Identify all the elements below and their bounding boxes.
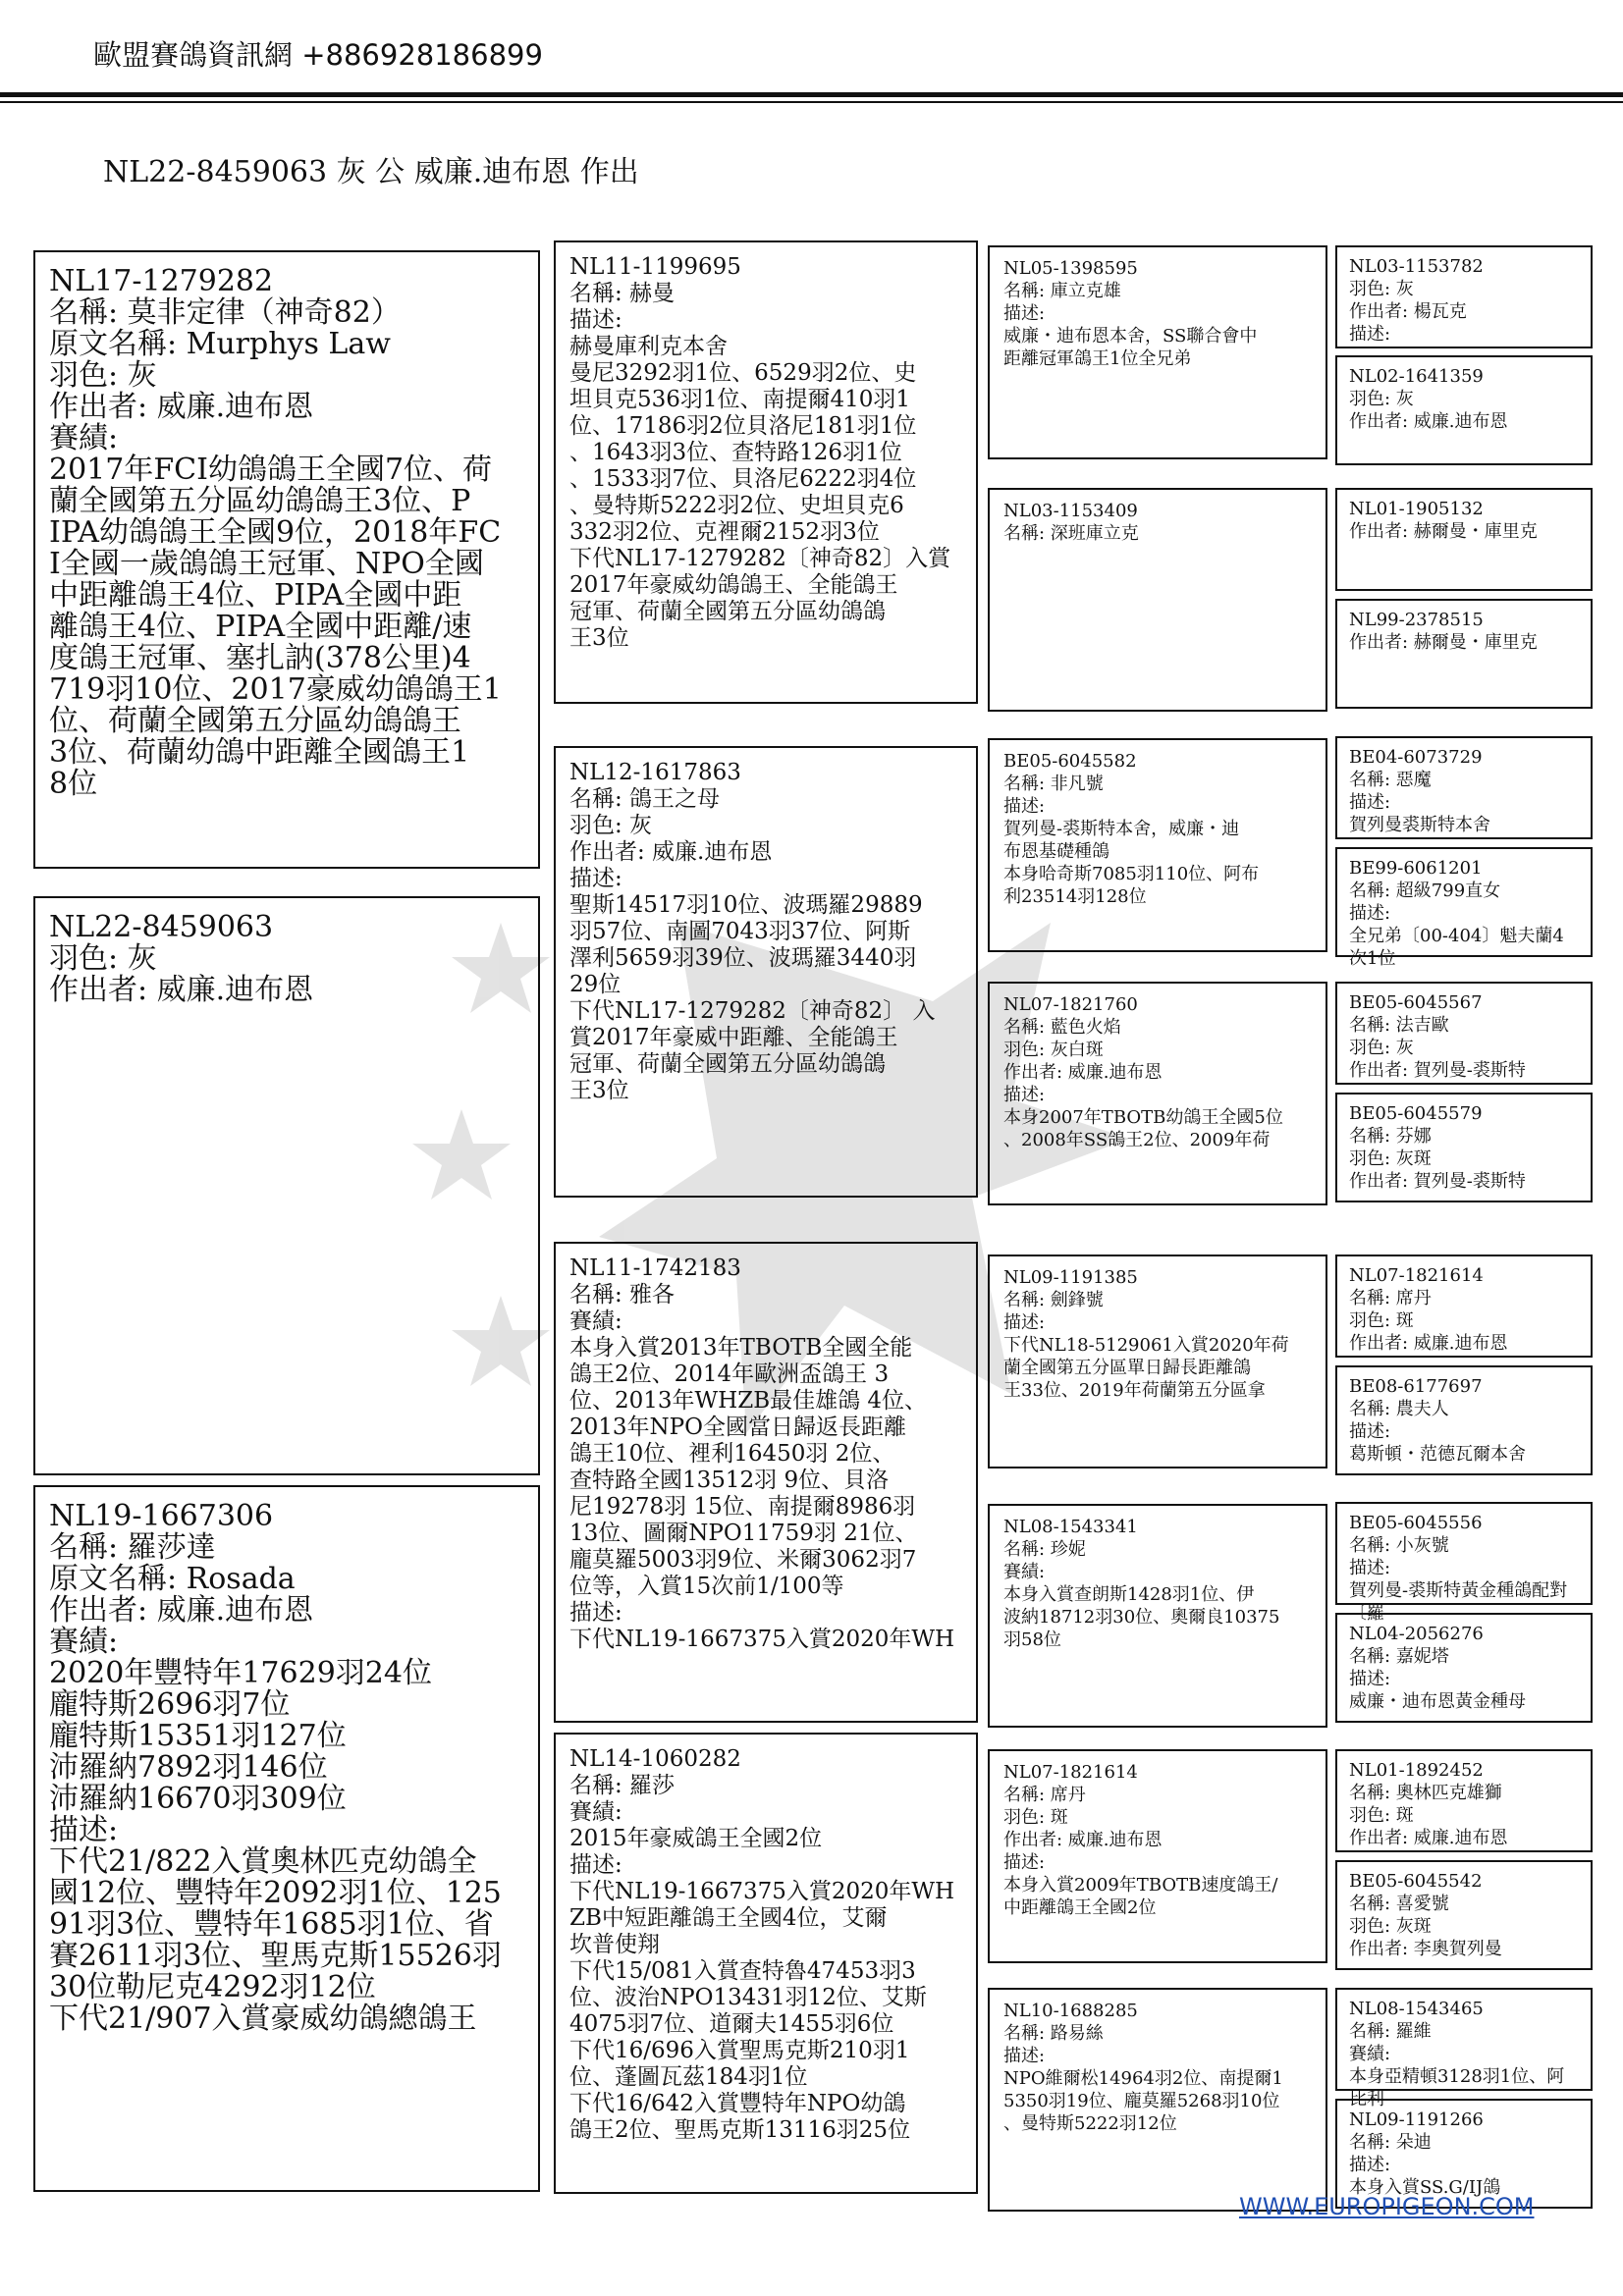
gen4-box xyxy=(1335,1860,1593,1970)
pedigree-line: 鴿王10位、裡利16450羽 2位、 xyxy=(569,1441,895,1467)
website-link[interactable]: WWW.EUROPIGEON.COM xyxy=(1239,2193,1535,2220)
pedigree-line: 名稱: 小灰號 xyxy=(1349,1535,1449,1556)
site-header: 歐盟賽鴿資訊網 +886928186899 xyxy=(93,38,543,72)
gen4-box xyxy=(1335,1749,1593,1852)
header-rule-thin xyxy=(0,101,1623,103)
pedigree-line: 2015年豪威鴿王全國2位 xyxy=(569,1826,823,1851)
pedigree-line: 位等，入賞15次前1/100等 xyxy=(569,1574,844,1599)
ring-number: NL01-1892452 xyxy=(1349,1760,1484,1781)
gen4-box xyxy=(1335,488,1593,591)
pedigree-line: 下代NL17-1279282〔神奇82〕 入 xyxy=(569,998,936,1024)
pedigree-line: 本身2007年TBOTB幼鴿王全國5位 xyxy=(1003,1107,1283,1128)
ring-number: NL01-1905132 xyxy=(1349,499,1484,519)
pedigree-line: 描述: xyxy=(1003,1312,1046,1333)
pedigree-line: 本身哈奇斯7085羽110位、阿布 xyxy=(1003,864,1260,884)
pedigree-line: 羽色: 斑 xyxy=(1349,1805,1414,1826)
pedigree-line: 下代NL18-5129061入賞2020年荷 xyxy=(1003,1335,1289,1356)
pedigree-line: 距離冠軍鴿王1位全兄弟 xyxy=(1003,348,1192,369)
gen4-box xyxy=(1335,1365,1593,1475)
pedigree-line: 冠軍、荷蘭全國第五分區幼鴿鴿 xyxy=(569,599,886,624)
pedigree-line: 、1533羽7位、貝洛尼6222羽4位 xyxy=(569,466,917,492)
ring-number: NL08-1543341 xyxy=(1003,1517,1138,1537)
pedigree-line: 羽色: 斑 xyxy=(1349,1310,1414,1331)
pedigree-line: 賽績: xyxy=(569,1308,622,1334)
pedigree-line: 本身入賞SS.G/IJ鴿 xyxy=(1349,2177,1501,2198)
ring-number: NL04-2056276 xyxy=(1349,1624,1484,1644)
pedigree-line: 蘭全國第五分區幼鴿鴿王3位、P xyxy=(49,484,471,518)
pedigree-line: 作出者: 威廉.迪布恩 xyxy=(1349,1828,1508,1848)
pedigree-line: 賽績: xyxy=(1003,1562,1046,1582)
dam-box xyxy=(33,1485,540,2192)
pedigree-line: 坦貝克536羽1位、南提爾410羽1 xyxy=(569,387,911,412)
pedigree-line: 作出者: 賀列曼-裘斯特 xyxy=(1349,1060,1526,1081)
pedigree-line: 作出者: 赫爾曼・庫里克 xyxy=(1349,632,1538,653)
pedigree-line: 布恩基礎種鴿 xyxy=(1003,841,1109,862)
gen3-box xyxy=(988,488,1327,712)
pedigree-line: 描述: xyxy=(1349,1558,1391,1578)
pedigree-line: 作出者: 威廉.迪布恩 xyxy=(569,839,773,865)
pedigree-line: 沛羅納7892羽146位 xyxy=(49,1750,328,1785)
ring-number: NL22-8459063 xyxy=(49,910,274,944)
gen4-box xyxy=(1335,599,1593,709)
gen3-box xyxy=(988,738,1327,952)
pedigree-line: 位、17186羽2位貝洛尼181羽1位 xyxy=(569,413,917,439)
pedigree-line: 描述: xyxy=(1349,324,1391,345)
pedigree-line: ZB中短距離鴿王全國4位，艾爾 xyxy=(569,1905,888,1931)
pedigree-line: 名稱: 芬娜 xyxy=(1349,1126,1432,1147)
ring-number: NL07-1821614 xyxy=(1003,1762,1138,1783)
pedigree-line: 名稱: 惡魔 xyxy=(1349,770,1432,790)
pedigree-line: 利23514羽128位 xyxy=(1003,886,1147,907)
sire-sire-box xyxy=(554,240,978,704)
pedigree-line: 91羽3位、豐特年1685羽1位、省 xyxy=(49,1907,494,1942)
ring-number: NL17-1279282 xyxy=(49,264,274,298)
pedigree-line: 作出者: 李奧賀列曼 xyxy=(1349,1939,1502,1959)
pedigree-line: 羽色: 灰 xyxy=(49,941,157,976)
gen4-box xyxy=(1335,1502,1593,1624)
pedigree-line: 、曼特斯5222羽2位、史坦貝克6 xyxy=(569,493,904,518)
pedigree-line: 2017年FCI幼鴿鴿王全國7位、荷 xyxy=(49,453,493,487)
pedigree-line: 3位、荷蘭幼鴿中距離全國鴿王1 xyxy=(49,735,470,770)
ring-number: NL14-1060282 xyxy=(569,1746,741,1772)
pedigree-line: 描述: xyxy=(569,1852,622,1878)
pedigree-line: 描述: xyxy=(1349,1669,1391,1689)
pedigree-line: 下代NL19-1667375入賞2020年WH xyxy=(569,1879,955,1904)
subject-box xyxy=(33,896,540,1475)
pedigree-line: 沛羅納16670羽309位 xyxy=(49,1782,347,1816)
pedigree-line: NPO維爾松14964羽2位、南提爾1 xyxy=(1003,2068,1283,2089)
sire-dam-box xyxy=(554,746,978,1198)
pedigree-line: 名稱: 珍妮 xyxy=(1003,1539,1086,1560)
pedigree-line: 描述: xyxy=(1003,303,1046,324)
pedigree-line: 王33位、2019年荷蘭第五分區拿 xyxy=(1003,1380,1266,1401)
pedigree-line: 羽色: 斑 xyxy=(1003,1807,1068,1828)
pedigree-line: 原文名稱: Murphys Law xyxy=(49,327,391,361)
pedigree-line: 下代16/696入賞聖馬克斯210羽1 xyxy=(569,2038,910,2063)
pedigree-line: 332羽2位、克裡爾2152羽3位 xyxy=(569,519,880,545)
pedigree-line: 名稱: 非凡號 xyxy=(1003,774,1104,794)
pedigree-line: 名稱: 赫曼 xyxy=(569,281,676,306)
pedigree-line: 、1643羽3位、查特路126羽1位 xyxy=(569,440,902,465)
pedigree-line: 描述: xyxy=(1349,1421,1391,1442)
sire-box xyxy=(33,250,540,869)
pedigree-line: 描述: xyxy=(569,866,622,891)
pedigree-line: 冠軍、荷蘭全國第五分區幼鴿鴿 xyxy=(569,1051,886,1077)
pedigree-line: 本身入賞2009年TBOTB速度鴿王/ xyxy=(1003,1875,1278,1896)
ring-number: NL05-1398595 xyxy=(1003,258,1138,279)
pedigree-line: 描述: xyxy=(1003,1852,1046,1873)
pedigree-line: 羽色: 灰 xyxy=(569,813,653,838)
pedigree-line: 龐特斯2696羽7位 xyxy=(49,1687,291,1722)
gen4-box xyxy=(1335,982,1593,1085)
ring-number: NL12-1617863 xyxy=(569,760,741,785)
pedigree-line: 作出者: 威廉.迪布恩 xyxy=(1003,1830,1163,1850)
pedigree-line: 羽色: 灰白斑 xyxy=(1003,1040,1104,1060)
pedigree-line: IPA幼鴿鴿王全國9位，2018年FC xyxy=(49,515,502,550)
pedigree-line: 賀列曼-裘斯特黃金種鴿配對〔羅 xyxy=(1349,1580,1568,1624)
pedigree-line: 羽色: 灰 xyxy=(49,358,157,393)
pedigree-line: 30位勒尼克4292羽12位 xyxy=(49,1970,376,2004)
pedigree-line: 、曼特斯5222羽12位 xyxy=(1003,2113,1177,2134)
ring-number: NL02-1641359 xyxy=(1349,366,1484,387)
pedigree-line: 羽色: 灰 xyxy=(1349,1038,1414,1058)
gen3-box xyxy=(988,1988,1327,2212)
gen3-box xyxy=(988,245,1327,459)
pedigree-line: 下代21/907入賞豪威幼鴿總鴿王 xyxy=(49,2002,477,2036)
pedigree-line: 鴿王2位、2014年歐洲盃鴿王 3 xyxy=(569,1362,890,1387)
pedigree-line: 下代NL17-1279282〔神奇82〕入賞 xyxy=(569,546,951,571)
pedigree-line: 名稱: 鴿王之母 xyxy=(569,786,721,812)
pedigree-line: 描述: xyxy=(1349,2155,1391,2175)
pedigree-line: 查特路全國13512羽 9位、貝洛 xyxy=(569,1468,890,1493)
ring-number: BE05-6045542 xyxy=(1349,1871,1483,1892)
pedigree-line: 位、荷蘭全國第五分區幼鴿鴿王 xyxy=(49,704,461,738)
pedigree-line: 王3位 xyxy=(569,625,629,651)
pedigree-line: 尼19278羽 15位、南提爾8986羽 xyxy=(569,1494,916,1520)
ring-number: BE05-6045567 xyxy=(1349,992,1483,1013)
pedigree-line: 鴿王2位、聖馬克斯13116羽25位 xyxy=(569,2117,911,2143)
pedigree-line: 坎普使翔 xyxy=(569,1932,660,1957)
pedigree-line: 原文名稱: Rosada xyxy=(49,1562,296,1596)
pedigree-line: 5350羽19位、龐莫羅5268羽10位 xyxy=(1003,2091,1280,2111)
ring-number: NL10-1688285 xyxy=(1003,2001,1138,2021)
pedigree-line: 威廉・迪布恩本舍，SS聯合會中 xyxy=(1003,326,1258,347)
gen4-box xyxy=(1335,1255,1593,1358)
pedigree-line: 描述: xyxy=(49,1813,119,1847)
pedigree-line: 羽色: 灰 xyxy=(1349,279,1414,299)
pedigree-line: 賽績: xyxy=(1349,2044,1391,2064)
pedigree-line: 名稱: 路易絲 xyxy=(1003,2023,1104,2044)
ring-number: BE08-6177697 xyxy=(1349,1376,1483,1397)
gen4-box xyxy=(1335,847,1593,969)
ring-number: NL07-1821614 xyxy=(1349,1265,1484,1286)
ring-number: NL08-1543465 xyxy=(1349,1999,1484,2019)
pedigree-line: 名稱: 莫非定律（神奇82） xyxy=(49,295,401,330)
ring-number: NL09-1191266 xyxy=(1349,2109,1484,2130)
pedigree-line: 位、波治NPO13431羽12位、艾斯 xyxy=(569,1985,927,2010)
ring-number: NL99-2378515 xyxy=(1349,610,1484,630)
pedigree-line: 29位 xyxy=(569,972,622,997)
pedigree-line: I全國一歲鴿鴿王冠軍、NPO全國 xyxy=(49,547,484,581)
gen4-box xyxy=(1335,355,1593,465)
pedigree-line: 名稱: 藍色火焰 xyxy=(1003,1017,1121,1038)
pedigree-line: 下代21/822入賞奧林匹克幼鴿全 xyxy=(49,1844,477,1879)
pedigree-line: 2020年豐特年17629羽24位 xyxy=(49,1656,432,1690)
pedigree-line: 全兄弟〔00-404〕魁夫蘭4次1位 xyxy=(1349,926,1564,969)
pedigree-line: 龐特斯15351羽127位 xyxy=(49,1719,347,1753)
pedigree-line: 聖斯14517羽10位、波瑪羅29889 xyxy=(569,892,923,918)
pedigree-line: 羽色: 灰斑 xyxy=(1349,1916,1432,1937)
gen3-box xyxy=(988,982,1327,1205)
pedigree-line: 國12位、豐特年2092羽1位、125 xyxy=(49,1876,502,1910)
pedigree-line: 描述: xyxy=(1003,2046,1046,2066)
ring-number: NL03-1153782 xyxy=(1349,256,1484,277)
gen3-box xyxy=(988,1255,1327,1468)
gen4-box xyxy=(1335,1093,1593,1202)
pedigree-line: 名稱: 深班庫立克 xyxy=(1003,523,1139,544)
pedigree-line: 作出者: 威廉.迪布恩 xyxy=(49,390,314,424)
pedigree-line: 位、蓬圖瓦茲184羽1位 xyxy=(569,2064,808,2090)
gen3-box xyxy=(988,1504,1327,1728)
pedigree-line: 賽績: xyxy=(49,421,119,455)
ring-number: NL07-1821760 xyxy=(1003,994,1138,1015)
pedigree-line: 描述: xyxy=(1003,1085,1046,1105)
gen3-box xyxy=(988,1749,1327,1963)
gen4-box xyxy=(1335,245,1593,348)
ring-number: NL03-1153409 xyxy=(1003,501,1138,521)
pedigree-line: 描述: xyxy=(569,307,622,333)
pedigree-line: 名稱: 庫立克雄 xyxy=(1003,281,1121,301)
dam-sire-box xyxy=(554,1242,978,1723)
ring-number: BE99-6061201 xyxy=(1349,858,1483,879)
pedigree-line: 作出者: 威廉.迪布恩 xyxy=(1349,411,1508,432)
pedigree-line: 中距離鴿王4位、PIPA全國中距 xyxy=(49,578,462,613)
pedigree-line: 賀列曼裘斯特本舍 xyxy=(1349,815,1490,835)
pedigree-line: 描述: xyxy=(1349,903,1391,924)
dam-dam-box xyxy=(554,1733,978,2194)
ring-number: BE05-6045582 xyxy=(1003,751,1137,772)
pedigree-line: 名稱: 農夫人 xyxy=(1349,1399,1449,1419)
pedigree-line: 名稱: 羅莎達 xyxy=(49,1530,216,1565)
pedigree-line: 描述: xyxy=(1003,796,1046,817)
pedigree-title: NL22-8459063 灰 公 威廉.迪布恩 作出 xyxy=(103,155,639,189)
pedigree-line: 4075羽7位、道爾夫1455羽6位 xyxy=(569,2011,894,2037)
pedigree-line: 下代16/642入賞豐特年NPO幼鴿 xyxy=(569,2091,906,2116)
pedigree-line: 澤利5659羽39位、波瑪羅3440羽 xyxy=(569,945,917,971)
pedigree-line: 名稱: 劍鋒號 xyxy=(1003,1290,1104,1310)
pedigree-line: 波納18712羽30位、奧爾良10375 xyxy=(1003,1607,1280,1628)
pedigree-line: 羽色: 灰 xyxy=(1349,389,1414,409)
pedigree-line: 作出者: 楊瓦克 xyxy=(1349,301,1467,322)
pedigree-line: 羽色: 灰斑 xyxy=(1349,1148,1432,1169)
pedigree-line: 名稱: 嘉妮塔 xyxy=(1349,1646,1449,1667)
pedigree-line: 龐莫羅5003羽9位、米爾3062羽7 xyxy=(569,1547,917,1573)
ring-number: BE04-6073729 xyxy=(1349,747,1483,768)
pedigree-line: 名稱: 席丹 xyxy=(1349,1288,1432,1308)
ring-number: NL11-1742183 xyxy=(569,1255,741,1281)
pedigree-line: 2013年NPO全國當日歸返長距離 xyxy=(569,1415,906,1440)
pedigree-line: 下代NL19-1667375入賞2020年WH xyxy=(569,1627,955,1652)
pedigree-line: 名稱: 超級799直女 xyxy=(1349,881,1501,901)
pedigree-line: 2017年豪威幼鴿鴿王、全能鴿王 xyxy=(569,572,898,598)
pedigree-line: 葛斯頓・范德瓦爾本舍 xyxy=(1349,1444,1526,1465)
pedigree-line: 名稱: 雅各 xyxy=(569,1282,676,1308)
pedigree-line: 曼尼3292羽1位、6529羽2位、史 xyxy=(569,360,917,386)
pedigree-line: 作出者: 威廉.迪布恩 xyxy=(1003,1062,1163,1083)
ring-number: BE05-6045556 xyxy=(1349,1513,1483,1533)
pedigree-line: 威廉・迪布恩黃金種母 xyxy=(1349,1691,1526,1712)
ring-number: BE05-6045579 xyxy=(1349,1103,1483,1124)
pedigree-line: 作出者: 威廉.迪布恩 xyxy=(49,973,314,1007)
pedigree-line: 羽57位、南圖7043羽37位、阿斯 xyxy=(569,919,911,944)
ring-number: NL19-1667306 xyxy=(49,1499,274,1533)
pedigree-line: 作出者: 賀列曼-裘斯特 xyxy=(1349,1171,1526,1192)
pedigree-line: 中距離鴿王全國2位 xyxy=(1003,1897,1157,1918)
gen4-box xyxy=(1335,736,1593,839)
pedigree-line: 離鴿王4位、PIPA全國中距離/速 xyxy=(49,610,472,644)
pedigree-line: 本身入賞2013年TBOTB全國全能 xyxy=(569,1335,913,1361)
ring-number: NL11-1199695 xyxy=(569,254,741,280)
pedigree-line: 本身入賞查朗斯1428羽1位、伊 xyxy=(1003,1584,1255,1605)
pedigree-line: 作出者: 威廉.迪布恩 xyxy=(49,1593,314,1628)
pedigree-line: 位、2013年WHZB最佳雄鴿 4位、 xyxy=(569,1388,928,1414)
pedigree-line: 赫曼庫利克本舍 xyxy=(569,334,728,359)
pedigree-line: 名稱: 奧林匹克雄獅 xyxy=(1349,1783,1502,1803)
pedigree-line: 描述: xyxy=(1349,792,1391,813)
pedigree-line: 賀列曼-裘斯特本舍，威廉・迪 xyxy=(1003,819,1240,839)
pedigree-line: 名稱: 席丹 xyxy=(1003,1785,1086,1805)
pedigree-line: 作出者: 赫爾曼・庫里克 xyxy=(1349,521,1538,542)
gen4-box xyxy=(1335,1988,1593,2109)
pedigree-line: 作出者: 威廉.迪布恩 xyxy=(1349,1333,1508,1354)
pedigree-line: 名稱: 法吉歐 xyxy=(1349,1015,1449,1036)
pedigree-line: 賞2017年豪威中距離、全能鴿王 xyxy=(569,1025,898,1050)
pedigree-line: 賽績: xyxy=(49,1625,119,1659)
pedigree-line: 賽2611羽3位、聖馬克斯15526羽 xyxy=(49,1939,502,1973)
pedigree-line: 賽績: xyxy=(569,1799,622,1825)
pedigree-line: 名稱: 羅莎 xyxy=(569,1773,676,1798)
pedigree-line: 、2008年SS鴿王2位、2009年荷 xyxy=(1003,1130,1271,1150)
pedigree-line: 名稱: 羅維 xyxy=(1349,2021,1432,2042)
pedigree-line: 王3位 xyxy=(569,1078,629,1103)
pedigree-line: 度鴿王冠軍、塞扎訥(378公里)4 xyxy=(49,641,471,675)
header-rule-thick xyxy=(0,92,1623,97)
pedigree-line: 719羽10位、2017豪威幼鴿鴿王1 xyxy=(49,672,502,707)
pedigree-line: 下代15/081入賞查特魯47453羽3 xyxy=(569,1958,916,1984)
ring-number: NL09-1191385 xyxy=(1003,1267,1138,1288)
pedigree-line: 描述: xyxy=(569,1600,622,1626)
pedigree-line: 8位 xyxy=(49,767,98,801)
pedigree-line: 蘭全國第五分區單日歸長距離鴿 xyxy=(1003,1358,1251,1378)
pedigree-line: 本身亞精頓3128羽1位、阿比利 xyxy=(1349,2066,1565,2109)
pedigree-line: 名稱: 喜愛號 xyxy=(1349,1894,1449,1914)
gen4-box xyxy=(1335,1613,1593,1723)
pedigree-line: 羽58位 xyxy=(1003,1629,1061,1650)
pedigree-line: 13位、圖爾NPO11759羽 21位、 xyxy=(569,1521,918,1546)
pedigree-line: 名稱: 朵迪 xyxy=(1349,2132,1432,2153)
